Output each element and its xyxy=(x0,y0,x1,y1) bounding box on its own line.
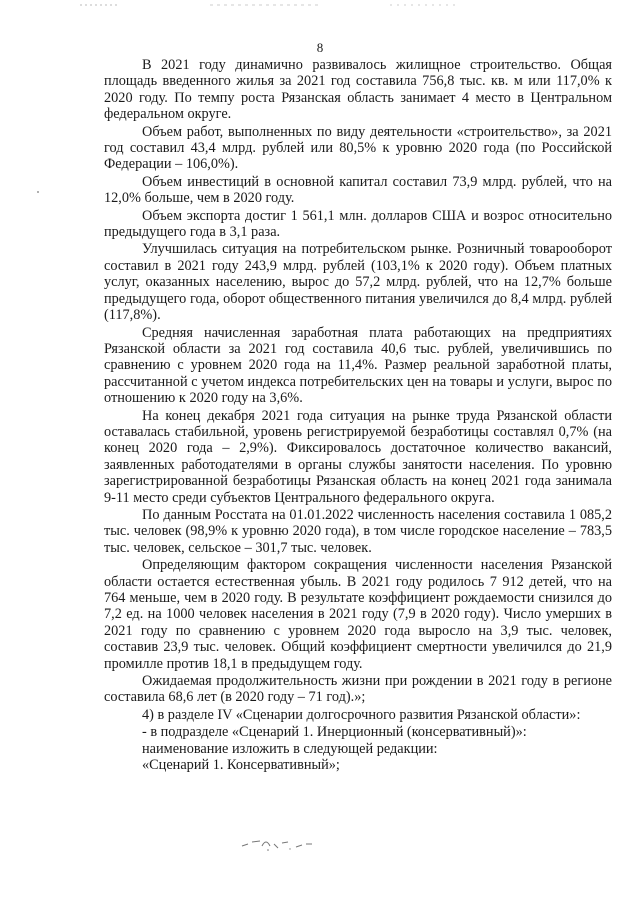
document-body xyxy=(104,57,612,773)
paragraph-export: Объем экспорта достиг 1 561,1 млн. долларов США и возрос относительно предыдущего года в 3,1 раза. xyxy=(104,207,612,241)
paragraph-construction: Объем работ, выполненных по виду деятельности «строительство», за 2021 год составил 43,4 млрд. рублей или 80,5% к уровню 2020 года (по Российской Федерации – 106,0%). xyxy=(104,123,612,173)
paragraph-population: По данным Росстата на 01.01.2022 численность населения составила 1 085,2 тыс. человек (98,9% к уровню 2020 года), в том числе городское население – 783,5 тыс. человек, сельское – 301,7 тыс. человек. xyxy=(104,506,612,556)
list-item-subsection: - в подразделе «Сценарий 1. Инерционный (консервативный)»: xyxy=(142,724,527,741)
scan-speck xyxy=(36,190,40,194)
list-item-section-iv: 4) в разделе IV «Сценарии долгосрочного развития Рязанской области»: xyxy=(142,706,581,723)
paragraph-investment: Объем инвестиций в основной капитал составил 73,9 млрд. рублей, что на 12,0% больше, чем в 2020 году. xyxy=(104,173,612,207)
paragraph-rename-instruction: наименование изложить в следующей редакции: xyxy=(142,740,438,757)
scan-artifact xyxy=(238,832,318,854)
paragraph-labor-market: На конец декабря 2021 года ситуация на рынке труда Рязанской области оставалась стабильной, уровень регистрируемой безработицы составлял 0,7% (на конец 2020 года – 2,9%). Фиксировалось достаточное количество вакансий, заявленных работодателями в органы службы занятости населения. По уровню зарегистрированной безработицы Рязанская область на конец 2021 года занимала 9-11 место среди субъектов Центрального федерального округа. xyxy=(104,407,612,506)
paragraph-wages: Средняя начисленная заработная плата работающих на предприятиях Рязанской области за 2021 год составила 40,6 тыс. рублей, увеличившись по сравнению с уровнем 2020 года на 11,4%. Размер реальной заработной платы, рассчитанной с учетом индекса потребительских цен на товары и услуги, вырос по отношению к 2020 году на 3,6%. xyxy=(104,324,612,407)
paragraph-natural-decline: Определяющим фактором сокращения численности населения Рязанской области остается естественная убыль. В 2021 году родилось 7 912 детей, что на 764 меньше, чем в 2020 году. В результате коэффициент рождаемости снизился до 7,2 ед. на 1000 человек населения в 2021 году (7,9 в 2020 году). Число умерших в 2021 году по сравнению с уровнем 2020 года выросло на 3,9 тыс. человек, составив 23,9 тыс. человек. Общий коэффициент смертности увеличился до 21,9 промилле против 18,1 в предыдущем году. xyxy=(104,557,612,672)
paragraph-life-expectancy: Ожидаемая продолжительность жизни при рождении в 2021 году в регионе составила 68,6 лет (в 2020 году – 71 год).»; xyxy=(104,673,612,706)
page-number: 8 xyxy=(316,40,324,55)
scan-noise-top xyxy=(60,3,580,7)
paragraph-consumer-market: Улучшилась ситуация на потребительском рынке. Розничный товарооборот составил в 2021 году 243,9 млрд. рублей (103,1% к 2020 году). Объем платных услуг, оказанных населению, вырос до 57,2 млрд. рублей, что на 12,7% больше предыдущего года, оборот общественного питания увеличился до 8,4 млрд. рублей (117,8%). xyxy=(104,241,612,324)
paragraph-housing: В 2021 году динамично развивалось жилищное строительство. Общая площадь введенного жилья за 2021 год составила 756,8 тыс. кв. м или 117,0% к 2020 году. По темпу роста Рязанская область занимает 4 место в Центральном федеральном округе. xyxy=(104,57,612,123)
paragraph-new-name: «Сценарий 1. Консервативный»; xyxy=(142,757,340,774)
